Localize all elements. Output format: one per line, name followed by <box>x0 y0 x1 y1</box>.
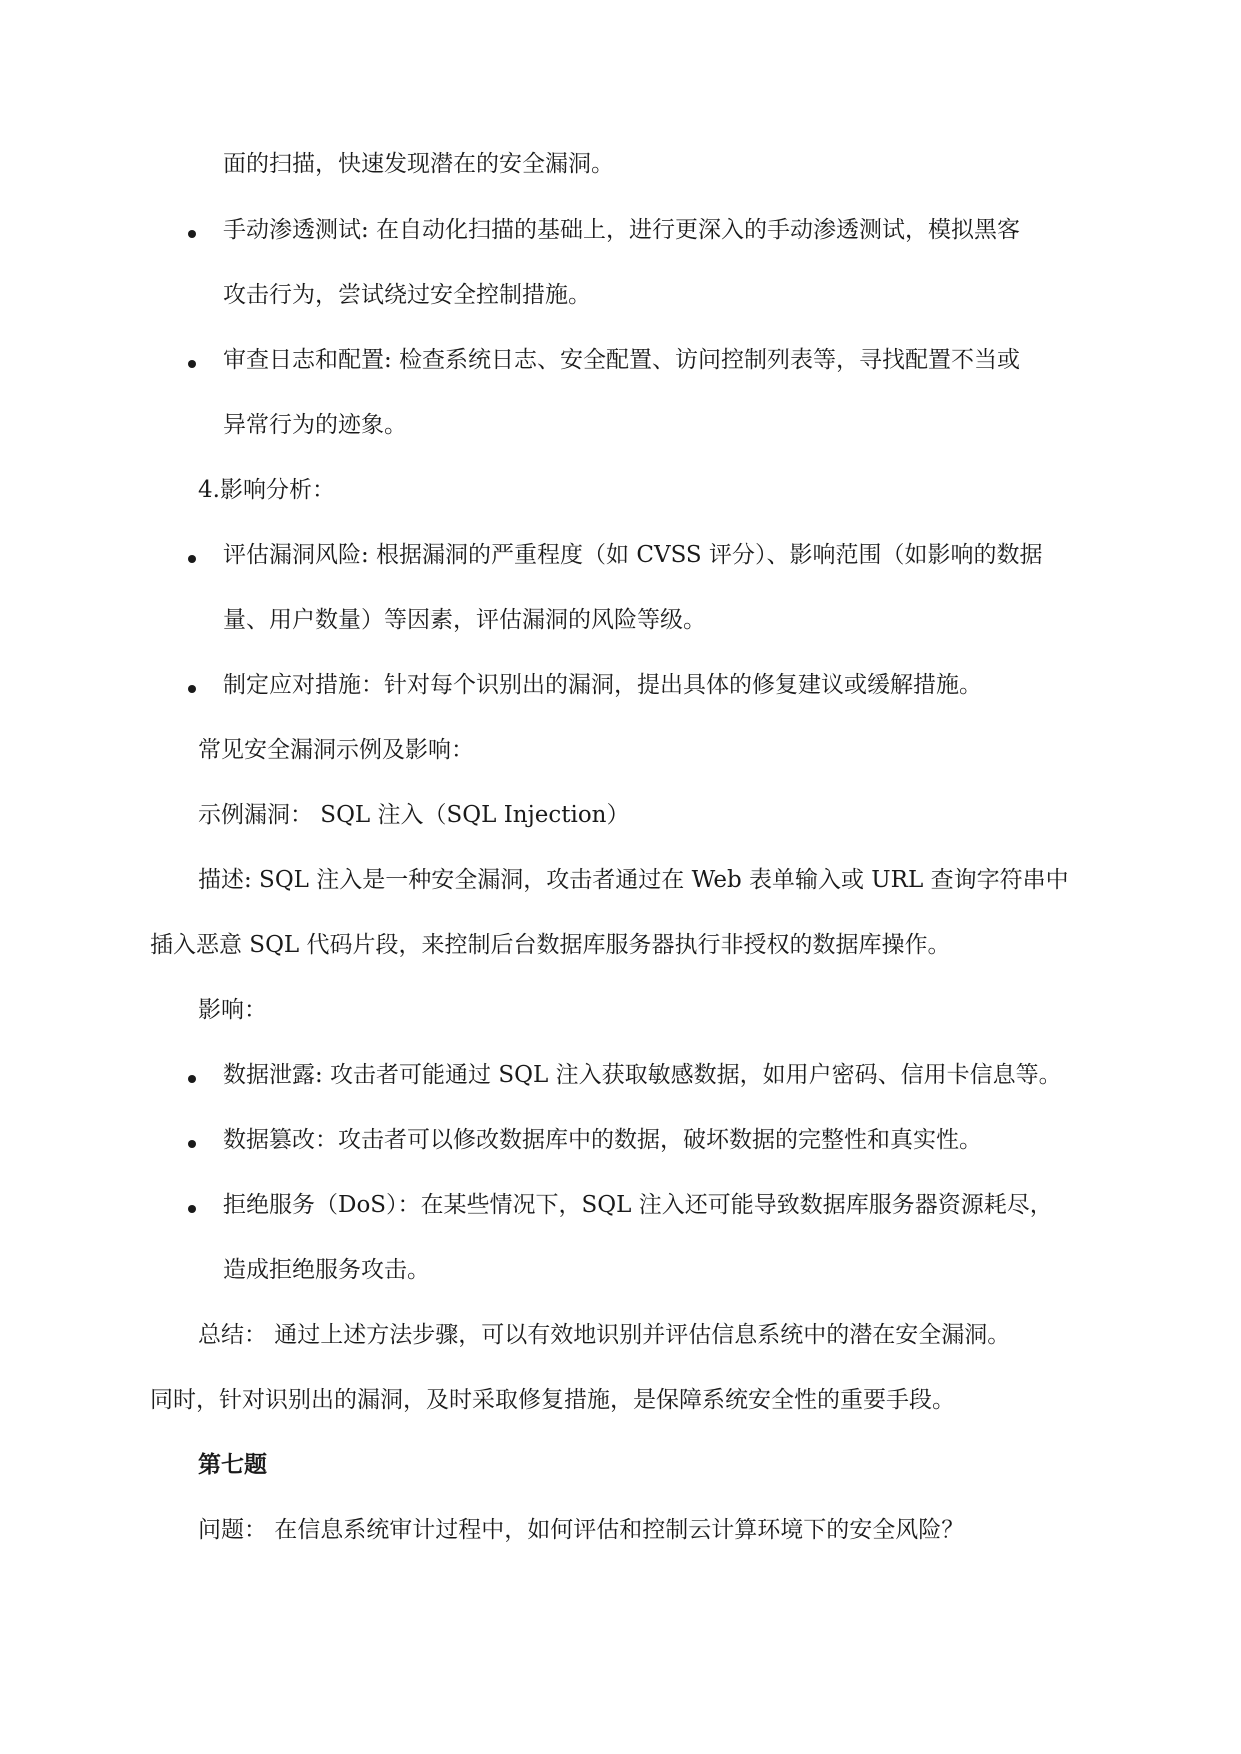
section-heading: 4.影响分析： <box>198 477 335 503</box>
bullet-icon <box>188 230 196 238</box>
list-item-text: 审查日志和配置: 检查系统日志、安全配置、访问控制列表等，寻找配置不当或 <box>223 347 1021 373</box>
text-line: 插入恶意 SQL 代码片段，来控制后台数据库服务器执行非授权的数据库操作。 <box>150 932 951 958</box>
bullet-icon <box>188 685 196 693</box>
list-item-text: 数据篡改：攻击者可以修改数据库中的数据，破坏数据的完整性和真实性。 <box>223 1127 982 1153</box>
bullet-icon <box>188 1075 196 1083</box>
list-item-text: 制定应对措施：针对每个识别出的漏洞，提出具体的修复建议或缓解措施。 <box>223 672 982 698</box>
text-line: 示例漏洞： SQL 注入（SQL Injection） <box>198 802 630 828</box>
bullet-icon <box>188 555 196 563</box>
text-line: 造成拒绝服务攻击。 <box>223 1257 430 1283</box>
text-line: 面的扫描，快速发现潜在的安全漏洞。 <box>223 151 614 177</box>
bullet-icon <box>188 360 196 368</box>
text-line: 异常行为的迹象。 <box>223 412 407 438</box>
list-item-text: 手动渗透测试: 在自动化扫描的基础上，进行更深入的手动渗透测试，模拟黑客 <box>223 217 1021 243</box>
text-line: 量、用户数量）等因素，评估漏洞的风险等级。 <box>223 607 706 633</box>
list-item-text: 数据泄露: 攻击者可能通过 SQL 注入获取敏感数据，如用户密码、信用卡信息等。 <box>223 1062 1062 1088</box>
text-line: 总结： 通过上述方法步骤，可以有效地识别并评估信息系统中的潜在安全漏洞。 <box>198 1322 1011 1348</box>
text-line: 攻击行为，尝试绕过安全控制措施。 <box>223 282 591 308</box>
list-item-text: 拒绝服务（DoS）：在某些情况下，SQL 注入还可能导致数据库服务器资源耗尽， <box>223 1192 1053 1218</box>
text-line: 常见安全漏洞示例及影响： <box>198 737 474 763</box>
bullet-icon <box>188 1205 196 1213</box>
text-line: 影响： <box>198 997 267 1023</box>
question-heading: 第七题 <box>198 1452 267 1478</box>
bullet-icon <box>188 1140 196 1148</box>
text-line: 问题： 在信息系统审计过程中，如何评估和控制云计算环境下的安全风险？ <box>198 1517 965 1543</box>
text-line: 描述: SQL 注入是一种安全漏洞，攻击者通过在 Web 表单输入或 URL 查询字符串中 <box>198 867 1069 893</box>
text-line: 同时，针对识别出的漏洞，及时采取修复措施，是保障系统安全性的重要手段。 <box>150 1387 955 1413</box>
list-item-text: 评估漏洞风险: 根据漏洞的严重程度（如 CVSS 评分）、影响范围（如影响的数据 <box>223 542 1043 568</box>
